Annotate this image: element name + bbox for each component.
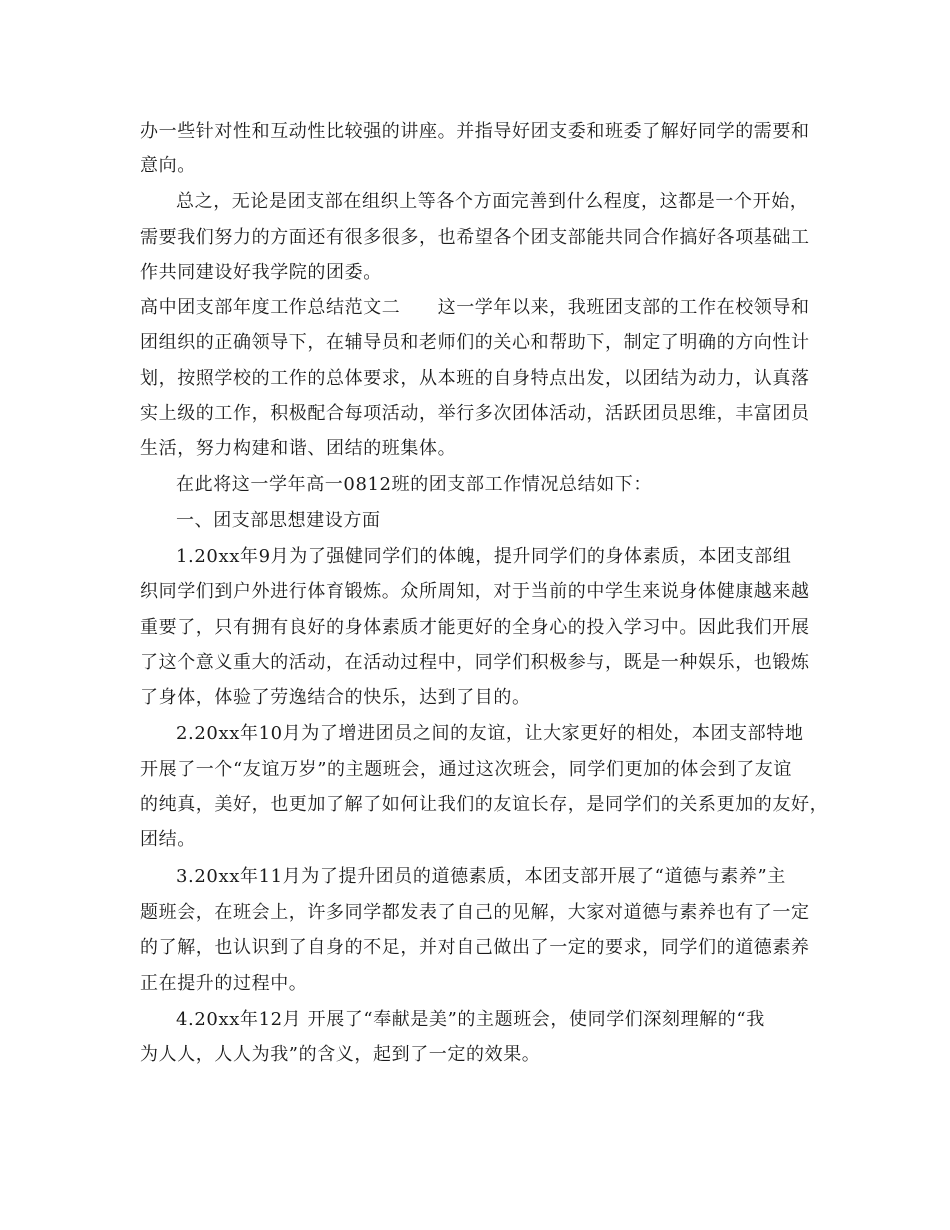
list-item-start-line: 1.20xx年9月为了强健同学们的体魄，提升同学们的身体素质，本团支部组 — [176, 546, 792, 567]
text-line: 为人人，人人为我”的含义，起到了一定的效果。 — [140, 1044, 541, 1065]
text-line: 重要了，只有拥有良好的身体素质才能更好的全身心的投入学习中。因此我们开展 — [140, 617, 810, 638]
text-line: 作共同建设好我学院的团委。 — [140, 262, 382, 283]
text-line: 的纯真，美好，也更加了解了如何让我们的友谊长存，是同学们的关系更加的友好， — [140, 794, 829, 815]
subheading-line: 一、团支部思想建设方面 — [176, 510, 381, 531]
text-line: 需要我们努力的方面还有很多很多，也希望各个团支部能共同合作搞好各项基础工 — [140, 227, 810, 248]
text-line: 正在提升的过程中。 — [140, 973, 308, 994]
list-item-start-line: 2.20xx年10月为了增进团员之间的友谊，让大家更好的相处，本团支部特地 — [176, 723, 804, 744]
paragraph-start-line: 在此将这一学年高一0812班的团支部工作情况总结如下： — [176, 474, 653, 495]
section-heading-line: 高中团支部年度工作总结范文二 这一学年以来，我班团支部的工作在校领导和 — [140, 297, 810, 318]
text-line: 办一些针对性和互动性比较强的讲座。并指导好团支委和班委了解好同学的需要和 — [140, 121, 810, 142]
text-line: 意向。 — [140, 155, 196, 176]
text-line: 实上级的工作，积极配合每项活动，举行多次团体活动，活跃团员思维，丰富团员 — [140, 403, 810, 424]
text-line: 团组织的正确领导下，在辅导员和老师们的关心和帮助下，制定了明确的方向性计 — [140, 332, 810, 353]
text-line: 开展了一个“友谊万岁”的主题班会，通过这次班会，同学们更加的体会到了友谊 — [140, 759, 793, 780]
text-line: 了身体，体验了劳逸结合的快乐，达到了目的。 — [140, 687, 531, 708]
list-item-start-line: 4.20xx年12月 开展了“奉献是美”的主题班会，使同学们深刻理解的“我 — [176, 1009, 765, 1030]
text-line: 团结。 — [140, 829, 196, 850]
text-line: 题班会，在班会上，许多同学都发表了自己的见解，大家对道德与素养也有了一定 — [140, 902, 810, 923]
text-line: 织同学们到户外进行体育锻炼。众所周知，对于当前的中学生来说身体健康越来越 — [140, 581, 810, 602]
text-line: 划，按照学校的工作的总体要求，从本班的自身特点出发，以团结为动力，认真落 — [140, 368, 810, 389]
text-line: 了这个意义重大的活动，在活动过程中，同学们积极参与，既是一种娱乐，也锻炼 — [140, 652, 810, 673]
paragraph-start-line: 总之，无论是团支部在组织上等各个方面完善到什么程度，这都是一个开始， — [176, 191, 809, 212]
text-line: 生活，努力构建和谐、团结的班集体。 — [140, 438, 457, 459]
list-item-start-line: 3.20xx年11月为了提升团员的道德素质，本团支部开展了“道德与素养”主 — [176, 866, 786, 887]
text-line: 的了解，也认识到了自身的不足，并对自己做出了一定的要求，同学们的道德素养 — [140, 937, 810, 958]
